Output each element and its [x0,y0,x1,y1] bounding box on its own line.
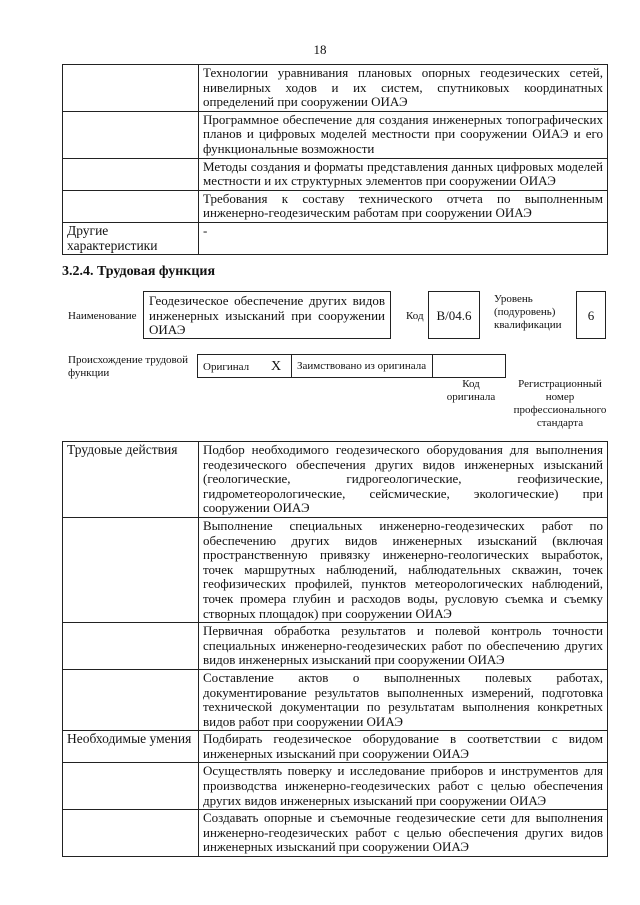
knowledge-item: Требования к составу технического отчета по выполненным инженерно-геодезическим работам при сооружении ОИАЭ [199,190,608,222]
knowledge-item: Технологии уравнивания плановых опорных геодезических сетей, нивелирных ходов и их систем, спутниковых координатных определений при сооружении ОИАЭ [199,65,608,112]
code-value: B/04.6 [428,291,480,339]
skills-label: Необходимые умения [63,731,199,763]
name-label: Наименование [68,310,137,322]
knowledge-label-cell [63,111,199,158]
labor-actions-label: Трудовые действия [63,442,199,518]
skill-item: Создавать опорные и съемочные геодезические сети для выполнения инженерно-геодезических работ с целью обеспечения других видов инженерных изысканий при сооружении ОИАЭ [199,810,608,857]
knowledge-item: Методы создания и форматы представления данных цифровых моделей местности и их структурных элементов при сооружении ОИАЭ [199,158,608,190]
name-value: Геодезическое обеспечение других видов инженерных изысканий при сооружении ОИАЭ [143,291,391,339]
borrowed-label: Заимствовано из оригинала [297,360,427,372]
skill-item: Подбирать геодезическое оборудование в соответствии с видом инженерных изысканий при сооружении ОИАЭ [199,731,608,763]
origin-label: Происхождение трудовой функции [68,354,189,379]
function-table [62,441,608,857]
skills-label-cell [63,810,199,857]
original-mark: X [271,359,282,374]
level-value: 6 [576,291,606,339]
other-characteristics-label: Другие характеристики [63,222,199,254]
knowledge-label-cell [63,158,199,190]
knowledge-label-cell [63,65,199,112]
knowledge-table [62,64,608,255]
knowledge-label-cell [63,190,199,222]
knowledge-item: Программное обеспечение для создания инженерных топографических планов и цифровых моделей местности при сооружении ОИАЭ и его функциональные возможности [199,111,608,158]
page-number: 18 [313,42,327,57]
skill-item: Осуществлять поверку и исследование приборов и инструментов для производства инженерно-геодезических работ с целью обеспечения других видов инженерных изысканий при сооружении ОИАЭ [199,763,608,810]
labor-actions-label-cell [63,623,199,670]
labor-actions-label-cell [63,517,199,622]
labor-actions-label-cell [63,669,199,730]
level-label: Уровень (подуровень) квалификации [494,293,562,331]
code-original-caption: Код оригинала [446,378,496,403]
section-heading: 3.2.4. Трудовая функция [62,264,216,279]
other-characteristics-value: - [199,222,608,254]
original-label: Оригинал [203,361,250,373]
labor-action-item: Первичная обработка результатов и полевой контроль точности специальных инженерно-геодезических работ по обеспечению других видов инженерных изысканий при сооружении ОИАЭ [199,623,608,670]
origin-divider [432,354,433,378]
labor-action-item: Подбор необходимого геодезического оборудования для выполнения геодезического обеспечения других видов инженерных изысканий (геологические, гидрогеологические, геофизические, гидрометеорологические, сейсмические, экологические) при сооружении ОИАЭ [199,442,608,518]
labor-action-item: Выполнение специальных инженерно-геодезических работ по обеспечению других видов инженерных изысканий (включая пространственную привязку инженерно-геологических выработок, точек маршрутных наблюдений, наблюдательных скважин, точек геофизических профилей, пунктов метеорологических наблюдений, точек промера глубин и расходов воды, русловую съемка и съемку створных площадок) при сооружении ОИАЭ [199,517,608,622]
code-label: Код [406,310,424,322]
registration-number-caption: Регистрационный номер профессионального стандарта [513,378,607,429]
skills-label-cell [63,763,199,810]
origin-divider [291,354,292,378]
labor-action-item: Составление актов о выполненных полевых работах, документирование результатов выполненных измерений, подготовка технической документации по результатам выполнения конкретных видов работ при сооружении ОИАЭ [199,669,608,730]
